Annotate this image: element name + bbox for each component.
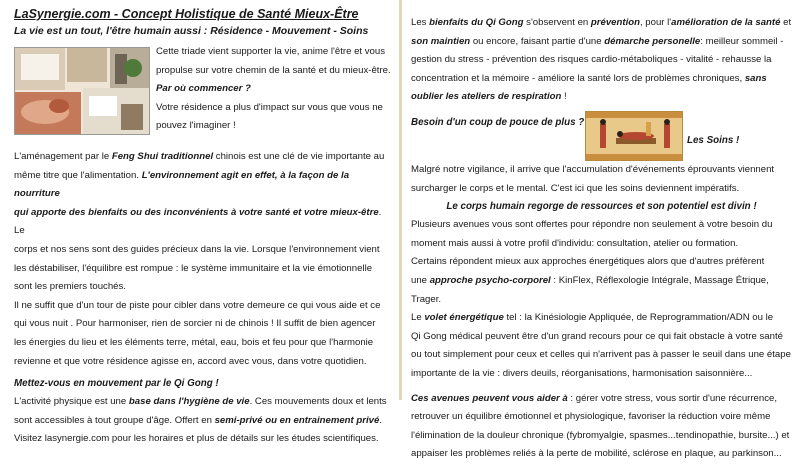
fengshui-paragraph: les déstabiliser, l'équilibre est rompue : le système immunitaire et la vie émotionnelle [14,262,373,274]
soins-answer: Les Soins ! [687,134,740,146]
residence-massage-photo [14,47,150,135]
qigong-heading: Mettez-vous en mouvement par le Qi Gong ! [14,378,219,390]
page-subtitle: La vie est un tout, l'être humain aussi : Résidence - Mouvement - Soins [14,25,369,37]
help-paragraph: Ces avenues peuvent vous aider à : gérer votre stress, vous sortir d'une récurrence, [411,392,778,404]
intro-line: Cette triade vient supporter la vie, anime l'être et vous [156,46,385,57]
avenues-paragraph: importante de la vie : divers deuils, réorganisations, harmonisation saisonnière... [411,367,753,379]
avenues-paragraph: moment mais aussi à votre profil d'individu: consultation, atelier ou formation. [411,237,739,249]
divine-potential-line: Le corps humain regorge de ressources et son potentiel est divin ! [446,201,757,213]
harmony-paragraph: Il ne suffit que d'un tour de piste pour cibler dans votre demeure ce qui vous aide et ce [14,299,381,311]
soins-question: Besoin d'un coup de pouce de plus ? [411,116,585,128]
benefits-paragraph: gestion du stress - prévention des risques cardio-métaboliques - vitalité - rehausse la [411,54,772,66]
soins-block [411,111,792,161]
fengshui-paragraph: L'aménagement par le Feng Shui traditionnel chinois est une clé de vie importante au [14,151,385,162]
benefits-paragraph: oublier les ateliers de respiration ! [411,91,567,103]
qigong-paragraph: L'activité physique est une base dans l'hygiène de vie. Ces mouvements doux et lents [14,396,387,408]
egyptian-healing-illustration [585,111,683,161]
harmony-paragraph: qui vous nuit . Pour harmoniser, rien de sorcier ni de chinois ! Il suffit de bien agencer [14,318,376,330]
qigong-paragraph: sont accessibles à tout groupe d'âge. Offert en semi-privé ou en entrainement privé. [14,414,383,426]
harmony-paragraph: les énergies du lieu et les éléments terre, métal, eau, bois et feu pour que l'harmonie [14,336,374,348]
help-paragraph: appaiser les problèmes reliés à la perte de mobilité, sclérose en plaque, au parkinson... [411,448,782,460]
intro-line: pouvez l'imaginer ! [156,120,236,132]
avenues-paragraph: ou tout simplement pour ceux et celles qui n'arrivent pas à passer le seuil dans une étape [411,349,791,361]
column-divider [399,0,402,400]
help-paragraph: retrouver un équilibre émotionnel et physiologique, favoriser la réduction voire même [411,411,771,423]
fengshui-paragraph: même titre que l'alimentation. L'environnement agit en effet, à la façon de la nourriture [14,169,350,200]
benefits-paragraph: son maintien ou encore, faisant partie d'une démarche personelle: meilleur sommeil - [411,35,784,47]
page-title: LaSynergie.com - Concept Holistique de Santé Mieux-Être [14,7,359,21]
intro-block [14,43,392,148]
avenues-paragraph: une approche psycho-corporel : KinFlex, Réflexologie Intégrale, Massage Étrique, Trager. [411,274,769,305]
avenues-paragraph: Qi Gong médical peuvent être d'un grand recours pour ce qui fait obstacle à votre santé [411,330,783,342]
avenues-paragraph: Certains répondent mieux aux approches énergétiques alors que d'autres préfèrent [411,256,765,268]
soins-paragraph: Malgré notre vigilance, il arrive que l'accumulation d'événements éprouvants viennent [411,163,775,175]
avenues-paragraph: Plusieurs avenues vous sont offertes pour répondre non seulement à votre besoin du [411,219,773,231]
intro-line: propulse sur votre chemin de la santé et du mieux-être. [156,64,391,76]
left-column [0,0,400,445]
intro-line: Votre résidence a plus d'impact sur vous que vous ne [156,101,383,113]
benefits-paragraph: Les bienfaits du Qi Gong s'observent en prévention, pour l'amélioration de la santé et [411,17,792,28]
fengshui-paragraph: corps et nos sens sont des guides précieux dans la vie. Lorsque l'environnement vient [14,243,380,255]
harmony-paragraph: revienne et que votre résidence agisse en, accord avec vous, dans votre quotidien. [14,355,367,367]
benefits-paragraph: concentration et la mémoire - améliore la santé lors de problèmes chroniques, sans [411,72,767,84]
right-column [403,0,800,460]
qigong-paragraph: Visitez lasynergie.com pour les horaires et plus de détails sur les études scientifiques. [14,433,379,445]
avenues-paragraph: Le volet énergétique tel : la Kinésiologie Appliquée, de Reprogrammation/ADN ou le [411,312,774,324]
soins-paragraph: surcharger le corps et le mental. C'est ici que les soins deviennent impératifs. [411,182,740,194]
intro-question: Par où commencer ? [156,83,251,95]
help-paragraph: l'élimination de la douleur chronique (fybromyalgie, spasmes...tendinopathie, bursite...) et [411,429,790,441]
intro-text [156,43,396,136]
fengshui-paragraph: qui apporte des bienfaits ou des inconvénients à votre santé et votre mieux-être. Le [14,206,382,237]
fengshui-paragraph: sont les premiers touchés. [14,281,126,293]
